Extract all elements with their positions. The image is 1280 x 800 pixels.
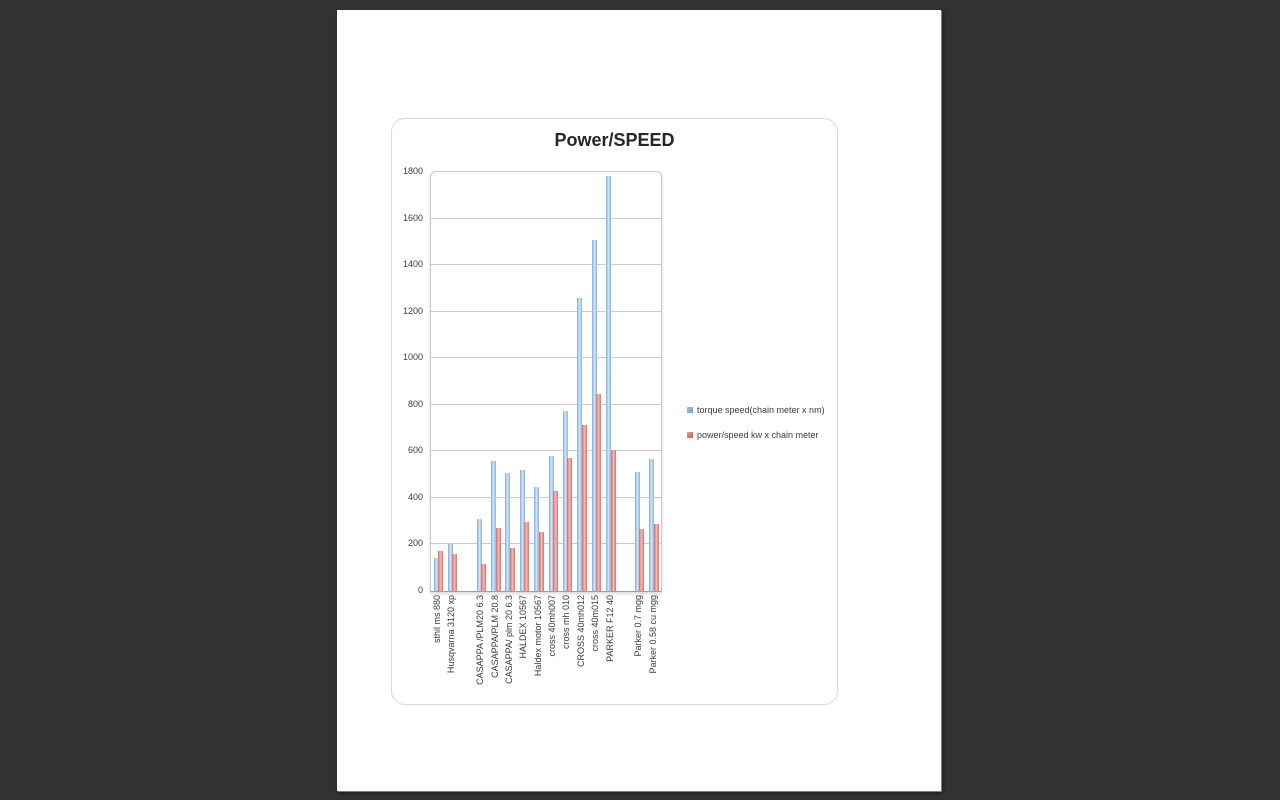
gridline xyxy=(431,497,661,498)
bar-red xyxy=(582,425,587,591)
x-axis-category-label: CROSS 40mh012 xyxy=(575,595,586,668)
chart-title: Power/SPEED xyxy=(554,130,675,150)
x-axis-category-label: cross 40mh007 xyxy=(547,595,557,657)
x-axis-category-label: CASAPPA/PLM 20.8 xyxy=(489,595,500,678)
legend-label: power/speed kw x chain meter xyxy=(697,430,819,440)
legend-swatch-icon xyxy=(687,432,693,438)
x-axis-category-label: Haldex motor 10567 xyxy=(532,595,543,677)
y-axis-tick-label: 1200 xyxy=(402,305,423,316)
gridline xyxy=(431,404,661,405)
y-axis-tick-label: 1800 xyxy=(402,166,423,176)
y-axis-tick-label: 1400 xyxy=(402,259,423,270)
legend xyxy=(687,405,825,455)
x-axis-category-label: Husqvarna 3120 xp xyxy=(446,595,457,674)
legend-entry xyxy=(687,430,825,440)
x-axis-category-label: CASAPPA/ plm 20 6.3 xyxy=(503,595,514,684)
gridline xyxy=(431,543,661,544)
gridline xyxy=(431,311,661,312)
y-axis-tick-label: 400 xyxy=(407,491,423,502)
bar-red xyxy=(481,564,486,591)
x-axis-category-label: CASAPPA /PLM20 6.3 xyxy=(475,595,486,685)
gridline xyxy=(431,264,661,265)
x-axis-category-label: sthil ms 880 xyxy=(432,595,442,644)
y-axis-tick-label: 1600 xyxy=(402,212,423,223)
x-axis-category-label: cross 40m015 xyxy=(590,595,601,652)
bar-red xyxy=(639,529,644,591)
bar-red xyxy=(654,524,659,592)
y-axis-tick-label: 1000 xyxy=(402,352,423,363)
chart-object[interactable] xyxy=(391,118,838,705)
y-axis-tick-label: 0 xyxy=(417,585,423,595)
y-axis-tick-label: 800 xyxy=(407,398,423,409)
y-axis-tick-label: 200 xyxy=(407,538,423,549)
bar-red xyxy=(553,491,558,591)
bar-red xyxy=(452,554,457,591)
y-axis-tick-label: 600 xyxy=(407,445,423,456)
bar-red xyxy=(611,450,616,591)
bar-red xyxy=(524,522,529,591)
plot-area xyxy=(430,171,662,592)
bar-red xyxy=(567,458,572,591)
document-page xyxy=(337,10,941,791)
gridline xyxy=(431,218,661,219)
x-axis-category-label: HALDEX 10567 xyxy=(518,595,529,659)
x-axis-category-label: Parker 0.7 mgg xyxy=(633,595,644,657)
bar-red xyxy=(596,394,601,591)
legend-entry xyxy=(687,405,825,415)
gridline xyxy=(431,357,661,358)
legend-swatch-icon xyxy=(687,407,693,413)
bar-red xyxy=(539,532,544,591)
gridline xyxy=(431,450,661,451)
legend-label: torque speed(chain meter x nm) xyxy=(697,405,825,415)
y-axis-labels xyxy=(392,166,423,595)
x-axis-category-label: Parker 0.58 cu mgg xyxy=(647,595,658,674)
x-axis-category-label: PARKER F12 40 xyxy=(604,595,615,662)
x-axis-labels xyxy=(430,595,660,710)
bar-red xyxy=(496,528,501,591)
bar-red xyxy=(438,551,443,591)
x-axis-category-label: cross mh 010 xyxy=(561,595,572,650)
bar-red xyxy=(510,548,515,591)
